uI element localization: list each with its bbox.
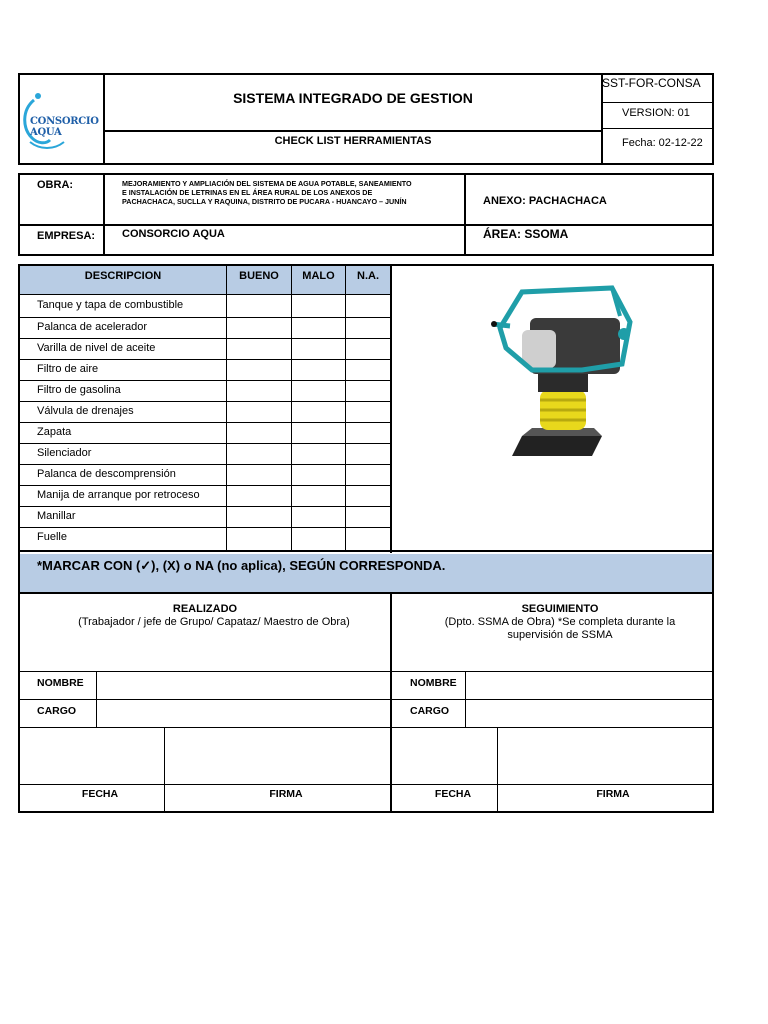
malo-cell[interactable] <box>292 317 345 338</box>
firma-label-realizado: FIRMA <box>269 788 303 800</box>
checklist-item-label: Zapata <box>37 426 72 438</box>
malo-cell[interactable] <box>292 443 345 464</box>
empresa-label: EMPRESA: <box>37 230 96 242</box>
tamper-machine-photo <box>462 278 672 468</box>
checklist-item-label: Varilla de nivel de aceite <box>37 342 156 354</box>
checklist-row <box>20 380 390 401</box>
checklist-row <box>20 317 390 338</box>
checklist-item-label: Filtro de gasolina <box>37 384 121 396</box>
col-header-malo: MALO <box>302 270 335 282</box>
tamper-machine-icon <box>462 278 672 468</box>
document-date: Fecha: 02-12-22 <box>622 137 703 149</box>
cargo-field-realizado[interactable] <box>97 700 390 727</box>
bueno-cell[interactable] <box>227 422 291 443</box>
na-cell[interactable] <box>346 359 390 380</box>
bueno-cell[interactable] <box>227 317 291 338</box>
na-cell[interactable] <box>346 527 390 550</box>
na-cell[interactable] <box>346 338 390 359</box>
company-logo <box>20 80 102 160</box>
anexo-value: ANEXO: PACHACHACA <box>483 195 607 207</box>
checklist-row <box>20 506 390 527</box>
obra-label: OBRA: <box>37 179 74 191</box>
seguimiento-subtitle: (Dpto. SSMA de Obra) *Se completa durante la <box>444 616 676 628</box>
checklist-item-label: Filtro de aire <box>37 363 99 375</box>
na-cell[interactable] <box>346 422 390 443</box>
malo-cell[interactable] <box>292 401 345 422</box>
checklist-row <box>20 338 390 359</box>
bueno-cell[interactable] <box>227 359 291 380</box>
document-subtitle: CHECK LIST HERRAMIENTAS <box>274 135 432 147</box>
checklist-item-label: Válvula de drenajes <box>37 405 134 417</box>
checklist-row <box>20 359 390 380</box>
na-cell[interactable] <box>346 485 390 506</box>
document-code: SST-FOR-CONSA <box>602 76 701 90</box>
malo-cell[interactable] <box>292 359 345 380</box>
obra-line: PACHACHACA, SUCLLA Y RAQUINA, DISTRITO DE PUCARA - HUANCAYO – JUNÍN <box>122 197 407 206</box>
bueno-cell[interactable] <box>227 401 291 422</box>
marking-instructions: *MARCAR CON (✓), (X) o NA (no aplica), SEGÚN CORRESPONDA. <box>37 558 446 573</box>
checklist-row <box>20 422 390 443</box>
firma-field-seguimiento[interactable] <box>498 728 712 784</box>
checklist-row <box>20 443 390 464</box>
checklist-row <box>20 401 390 422</box>
na-cell[interactable] <box>346 317 390 338</box>
realizado-subtitle: (Trabajador / jefe de Grupo/ Capataz/ Maestro de Obra) <box>78 616 350 628</box>
area-value: ÁREA: SSOMA <box>483 227 569 241</box>
na-cell[interactable] <box>346 401 390 422</box>
bueno-cell[interactable] <box>227 485 291 506</box>
bueno-cell[interactable] <box>227 464 291 485</box>
nombre-label-realizado: NOMBRE <box>37 677 84 689</box>
malo-cell[interactable] <box>292 464 345 485</box>
cargo-label-realizado: CARGO <box>37 705 77 717</box>
bueno-cell[interactable] <box>227 338 291 359</box>
obra-line: E INSTALACIÓN DE LETRINAS EN EL ÁREA RURAL DE LOS ANEXOS DE <box>122 188 373 197</box>
checklist-row <box>20 295 390 317</box>
fecha-field-seguimiento[interactable] <box>392 728 497 784</box>
nombre-label-seguimiento: NOMBRE <box>410 677 457 689</box>
checklist-item-label: Tanque y tapa de combustible <box>37 299 184 311</box>
col-header-descripcion: DESCRIPCION <box>84 270 162 282</box>
empresa-value: CONSORCIO AQUA <box>122 228 225 240</box>
bueno-cell[interactable] <box>227 295 291 317</box>
malo-cell[interactable] <box>292 380 345 401</box>
fecha-label-realizado: FECHA <box>81 788 119 800</box>
malo-cell[interactable] <box>292 485 345 506</box>
firma-field-realizado[interactable] <box>165 728 390 784</box>
document-title: SISTEMA INTEGRADO DE GESTION <box>233 90 473 106</box>
na-cell[interactable] <box>346 506 390 527</box>
checklist-item-label: Fuelle <box>37 531 67 543</box>
bueno-cell[interactable] <box>227 380 291 401</box>
col-header-na: N.A. <box>357 270 379 282</box>
malo-cell[interactable] <box>292 338 345 359</box>
na-cell[interactable] <box>346 464 390 485</box>
obra-description <box>122 179 464 206</box>
document-version: VERSION: 01 <box>622 107 690 119</box>
bueno-cell[interactable] <box>227 443 291 464</box>
cargo-field-seguimiento[interactable] <box>466 700 712 727</box>
malo-cell[interactable] <box>292 527 345 550</box>
checklist-item-label: Palanca de descomprensión <box>37 468 176 480</box>
checklist-row <box>20 485 390 506</box>
fecha-field-realizado[interactable] <box>20 728 164 784</box>
na-cell[interactable] <box>346 443 390 464</box>
checklist-item-label: Manillar <box>37 510 76 522</box>
checklist-item-label: Palanca de acelerador <box>37 321 148 333</box>
checklist-row <box>20 464 390 485</box>
col-header-bueno: BUENO <box>239 270 279 282</box>
seguimiento-subtitle: supervisión de SSMA <box>507 629 613 641</box>
malo-cell[interactable] <box>292 422 345 443</box>
bueno-cell[interactable] <box>227 527 291 550</box>
malo-cell[interactable] <box>292 506 345 527</box>
nombre-field-realizado[interactable] <box>97 672 390 699</box>
fecha-label-seguimiento: FECHA <box>434 788 472 800</box>
checklist-item-label: Manija de arranque por retroceso <box>37 489 200 501</box>
checklist-item-label: Silenciador <box>37 447 92 459</box>
seguimiento-title: SEGUIMIENTO <box>521 603 599 615</box>
na-cell[interactable] <box>346 295 390 317</box>
firma-label-seguimiento: FIRMA <box>596 788 630 800</box>
nombre-field-seguimiento[interactable] <box>466 672 712 699</box>
na-cell[interactable] <box>346 380 390 401</box>
checklist-row <box>20 527 390 550</box>
malo-cell[interactable] <box>292 295 345 317</box>
realizado-title: REALIZADO <box>172 603 238 615</box>
cargo-label-seguimiento: CARGO <box>410 705 450 717</box>
bueno-cell[interactable] <box>227 506 291 527</box>
obra-line: MEJORAMIENTO Y AMPLIACIÓN DEL SISTEMA DE AGUA POTABLE, SANEAMIENTO <box>122 179 412 188</box>
logo-text: CONSORCIO AQUA <box>30 116 99 138</box>
